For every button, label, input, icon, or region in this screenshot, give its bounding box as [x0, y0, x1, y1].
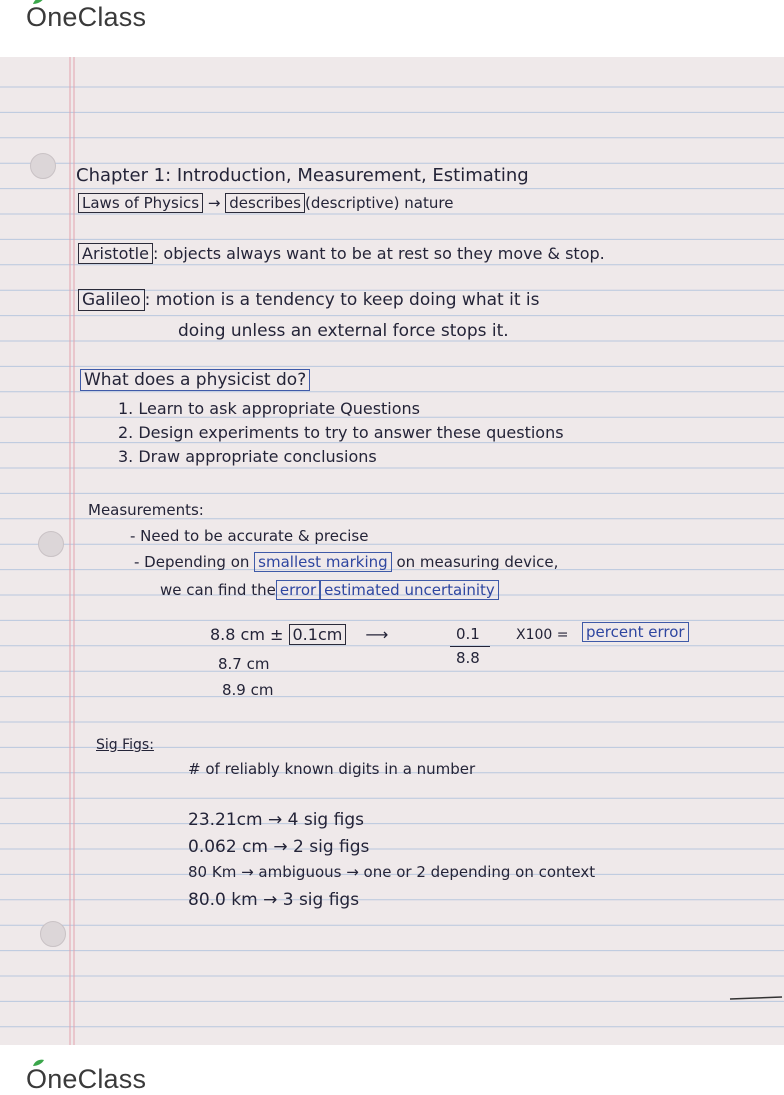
sigfig-example: [188, 863, 595, 881]
measurements-line-2: [134, 553, 558, 571]
arrow-icon: [728, 993, 784, 1005]
oneclass-logo: [26, 2, 146, 33]
aristotle-box: Aristotle: [78, 243, 153, 264]
galileo-text-1: : motion is a tendency to keep doing what it is: [144, 290, 540, 310]
binder-hole: [38, 531, 64, 557]
brand-name: OneClass: [26, 1064, 147, 1094]
example-result: → ambiguous → one or 2 depending on context: [241, 863, 596, 881]
galileo-text-2: doing unless an external force stops it.: [178, 321, 509, 341]
line2-prefix: - Depending on: [134, 553, 250, 571]
physicist-item: 3. Draw appropriate conclusions: [118, 447, 377, 466]
sigfigs-heading: Sig Figs:: [96, 737, 154, 753]
line3-prefix: we can find the: [160, 581, 276, 599]
notebook-page: [0, 57, 784, 1045]
physicist-question: [80, 370, 310, 390]
measurements-heading: Measurements:: [88, 501, 204, 519]
measurement-value-1: [210, 625, 388, 644]
physicist-box: What does a physicist do?: [80, 369, 310, 391]
sigfigs-definition: # of reliably known digits in a number: [188, 760, 476, 778]
aristotle-line: [78, 244, 605, 263]
example-result: → 2 sig figs: [273, 837, 370, 857]
smallest-marking-box: smallest marking: [254, 552, 392, 572]
percent-error: [582, 623, 689, 641]
fraction-bar: [450, 646, 490, 647]
fraction-denominator: 8.8: [456, 649, 480, 667]
chapter-title: Chapter 1: Introduction, Measurement, Estimating: [76, 165, 529, 186]
example-result: → 4 sig figs: [267, 810, 364, 830]
example-value: 80.0 km: [188, 890, 258, 910]
percent-error-box: percent error: [582, 622, 689, 642]
times-100: X100 =: [516, 627, 569, 643]
laws-arrow: →: [207, 194, 221, 212]
fraction-numerator: 0.1: [456, 625, 480, 643]
galileo-box: Galileo: [78, 289, 145, 311]
sigfig-example: [188, 810, 364, 830]
uncertainty-value-box: 0.1cm: [289, 624, 347, 645]
line2-suffix: on measuring device,: [396, 553, 559, 571]
physicist-item: 1. Learn to ask appropriate Questions: [118, 399, 421, 418]
oneclass-logo: [26, 1064, 146, 1095]
measurements-line-1: - Need to be accurate & precise: [130, 527, 369, 545]
measurements-line-3: [160, 581, 499, 599]
measurement-value-2: 8.7 cm: [218, 655, 270, 673]
example-result: → 3 sig figs: [263, 890, 360, 910]
example-value: 0.062 cm: [188, 837, 268, 857]
laws-term-box: Laws of Physics: [78, 193, 203, 213]
sigfig-example: [188, 890, 359, 910]
describes-box: describes: [225, 193, 305, 213]
binder-hole: [30, 153, 56, 179]
binder-hole: [40, 921, 66, 947]
sigfig-example: [188, 837, 369, 857]
leaf-icon: [32, 0, 45, 5]
arrow: ⟶: [365, 625, 389, 644]
uncertainty-box: estimated uncertainity: [320, 580, 499, 600]
example-value: 80 Km: [188, 863, 237, 881]
brand-name: OneClass: [26, 2, 147, 32]
aristotle-text: : objects always want to be at rest so they move & stop.: [152, 244, 605, 263]
error-box: error: [276, 580, 320, 600]
laws-rest: (descriptive) nature: [304, 194, 454, 212]
leaf-icon: [32, 1059, 45, 1067]
laws-line: [78, 194, 453, 212]
value1-text: 8.8 cm ±: [210, 625, 284, 644]
galileo-line: [78, 290, 539, 310]
physicist-item: 2. Design experiments to try to answer these questions: [118, 423, 564, 442]
example-value: 23.21cm: [188, 810, 263, 830]
measurement-value-3: 8.9 cm: [222, 681, 274, 699]
